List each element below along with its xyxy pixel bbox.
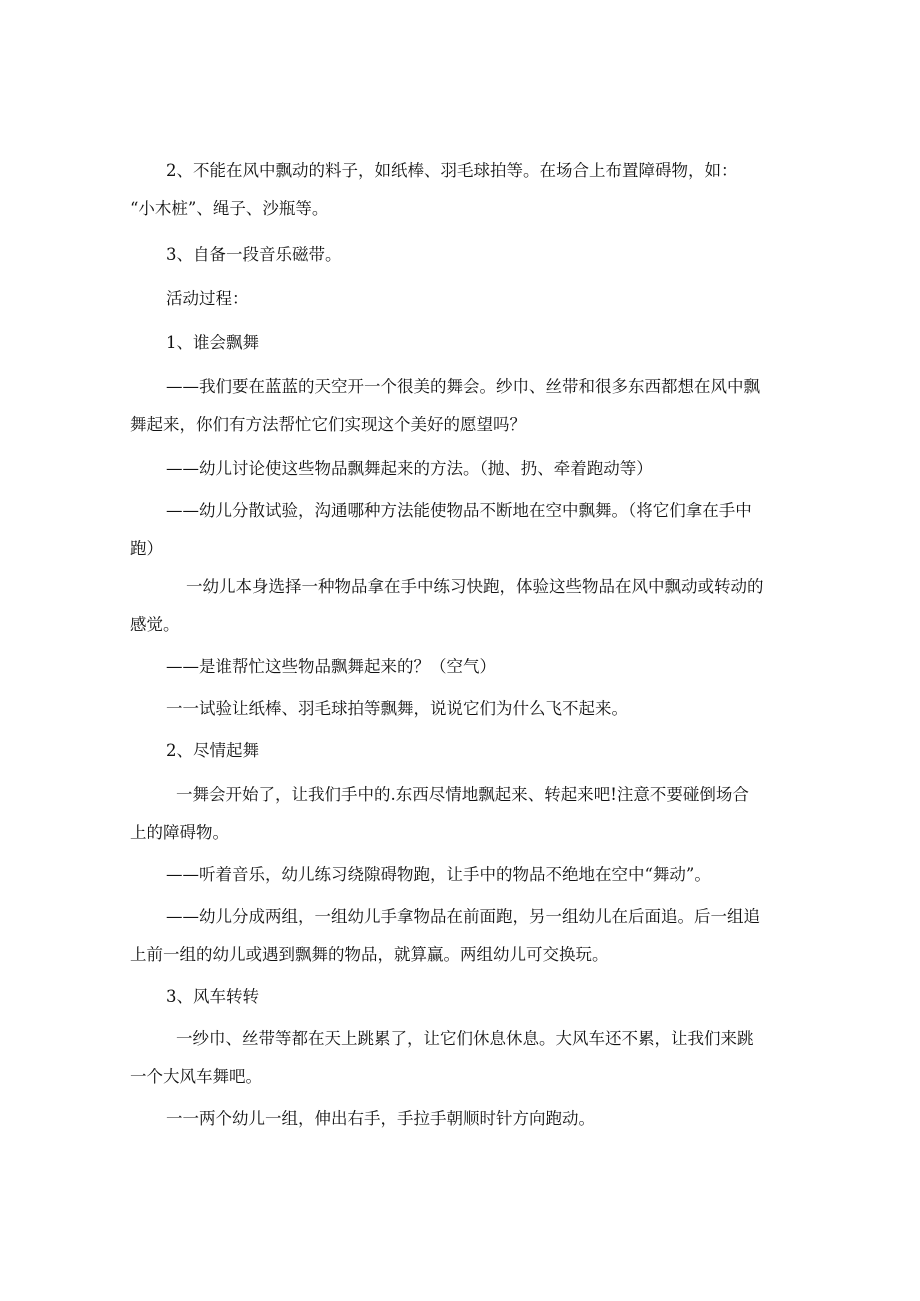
text-line: 3、自备一段音乐磁带。 [166,245,342,264]
paragraph [130,368,790,444]
text-line: 上的障碍物。 [130,823,229,842]
text-line: 3、风车转转 [166,987,259,1006]
text-line: 一一试验让纸棒、羽毛球拍等飘舞，说说它们为什么飞不起来。 [166,699,628,718]
section-heading-process [130,280,790,318]
paragraph [130,1100,790,1138]
text-line: “小木桩”、绳子、沙瓶等。 [130,199,329,218]
paragraph [130,898,790,974]
paragraph [130,690,790,728]
subheading-2 [130,732,790,770]
text-line: 1、谁会飘舞 [166,333,259,352]
text-line: 一纱巾、丝带等都在天上跳累了，让它们休息休息。大风车还不累，让我们来跳 [176,1029,754,1048]
paragraph-materials-3 [130,236,790,274]
text-line: 2、尽情起舞 [166,741,259,760]
subheading-1 [130,324,790,362]
subheading-3 [130,978,790,1016]
text-line: 上前一组的幼儿或遇到飘舞的物品，就算赢。两组幼儿可交换玩。 [130,945,609,964]
paragraph [130,856,790,894]
text-line: ——听着音乐，幼儿练习绕隙碍物跑，让手中的物品不绝地在空中“舞动”。 [166,865,711,884]
paragraph [130,450,790,488]
text-line: ——幼儿分散试验，沟通哪种方法能使物品不断地在空中飘舞。（将它们拿在手中 [166,501,752,520]
text-line: ——是谁帮忙这些物品飘舞起来的？（空气） [166,657,496,676]
text-line: ——我们要在蓝蓝的天空开一个很美的舞会。纱巾、丝带和很多东西都想在风中飘 [166,377,760,396]
paragraph-materials-2 [130,152,790,228]
text-line: ——幼儿讨论使这些物品飘舞起来的方法。（抛、扔、牵着跑动等） [166,459,653,478]
text-line: 一一两个幼儿一组，伸出右手，手拉手朝顺时针方向跑动。 [166,1109,595,1128]
paragraph [130,776,790,852]
text-line: 一个大风车舞吧。 [130,1067,262,1086]
text-line: 一幼儿本身选择一种物品拿在手中练习快跑，体验这些物品在风中飘动或转动的 [186,577,764,596]
paragraph [130,648,790,686]
text-line: 2、不能在风中飘动的料子，如纸棒、羽毛球拍等。在场合上布置障碍物，如： [166,161,738,180]
text-line: ——幼儿分成两组，一组幼儿手拿物品在前面跑，另一组幼儿在后面追。后一组追 [166,907,760,926]
text-line: 感觉。 [130,615,180,634]
text-line: 跑） [130,539,163,558]
paragraph [130,568,790,644]
paragraph [130,1020,790,1096]
text-line: 活动过程： [166,289,249,308]
paragraph [130,492,790,568]
text-line: 舞起来，你们有方法帮忙它们实现这个美好的愿望吗？ [130,415,526,434]
text-line: 一舞会开始了，让我们手中的.东西尽情地飘起来、转起来吧!注意不要碰倒场合 [176,785,749,804]
